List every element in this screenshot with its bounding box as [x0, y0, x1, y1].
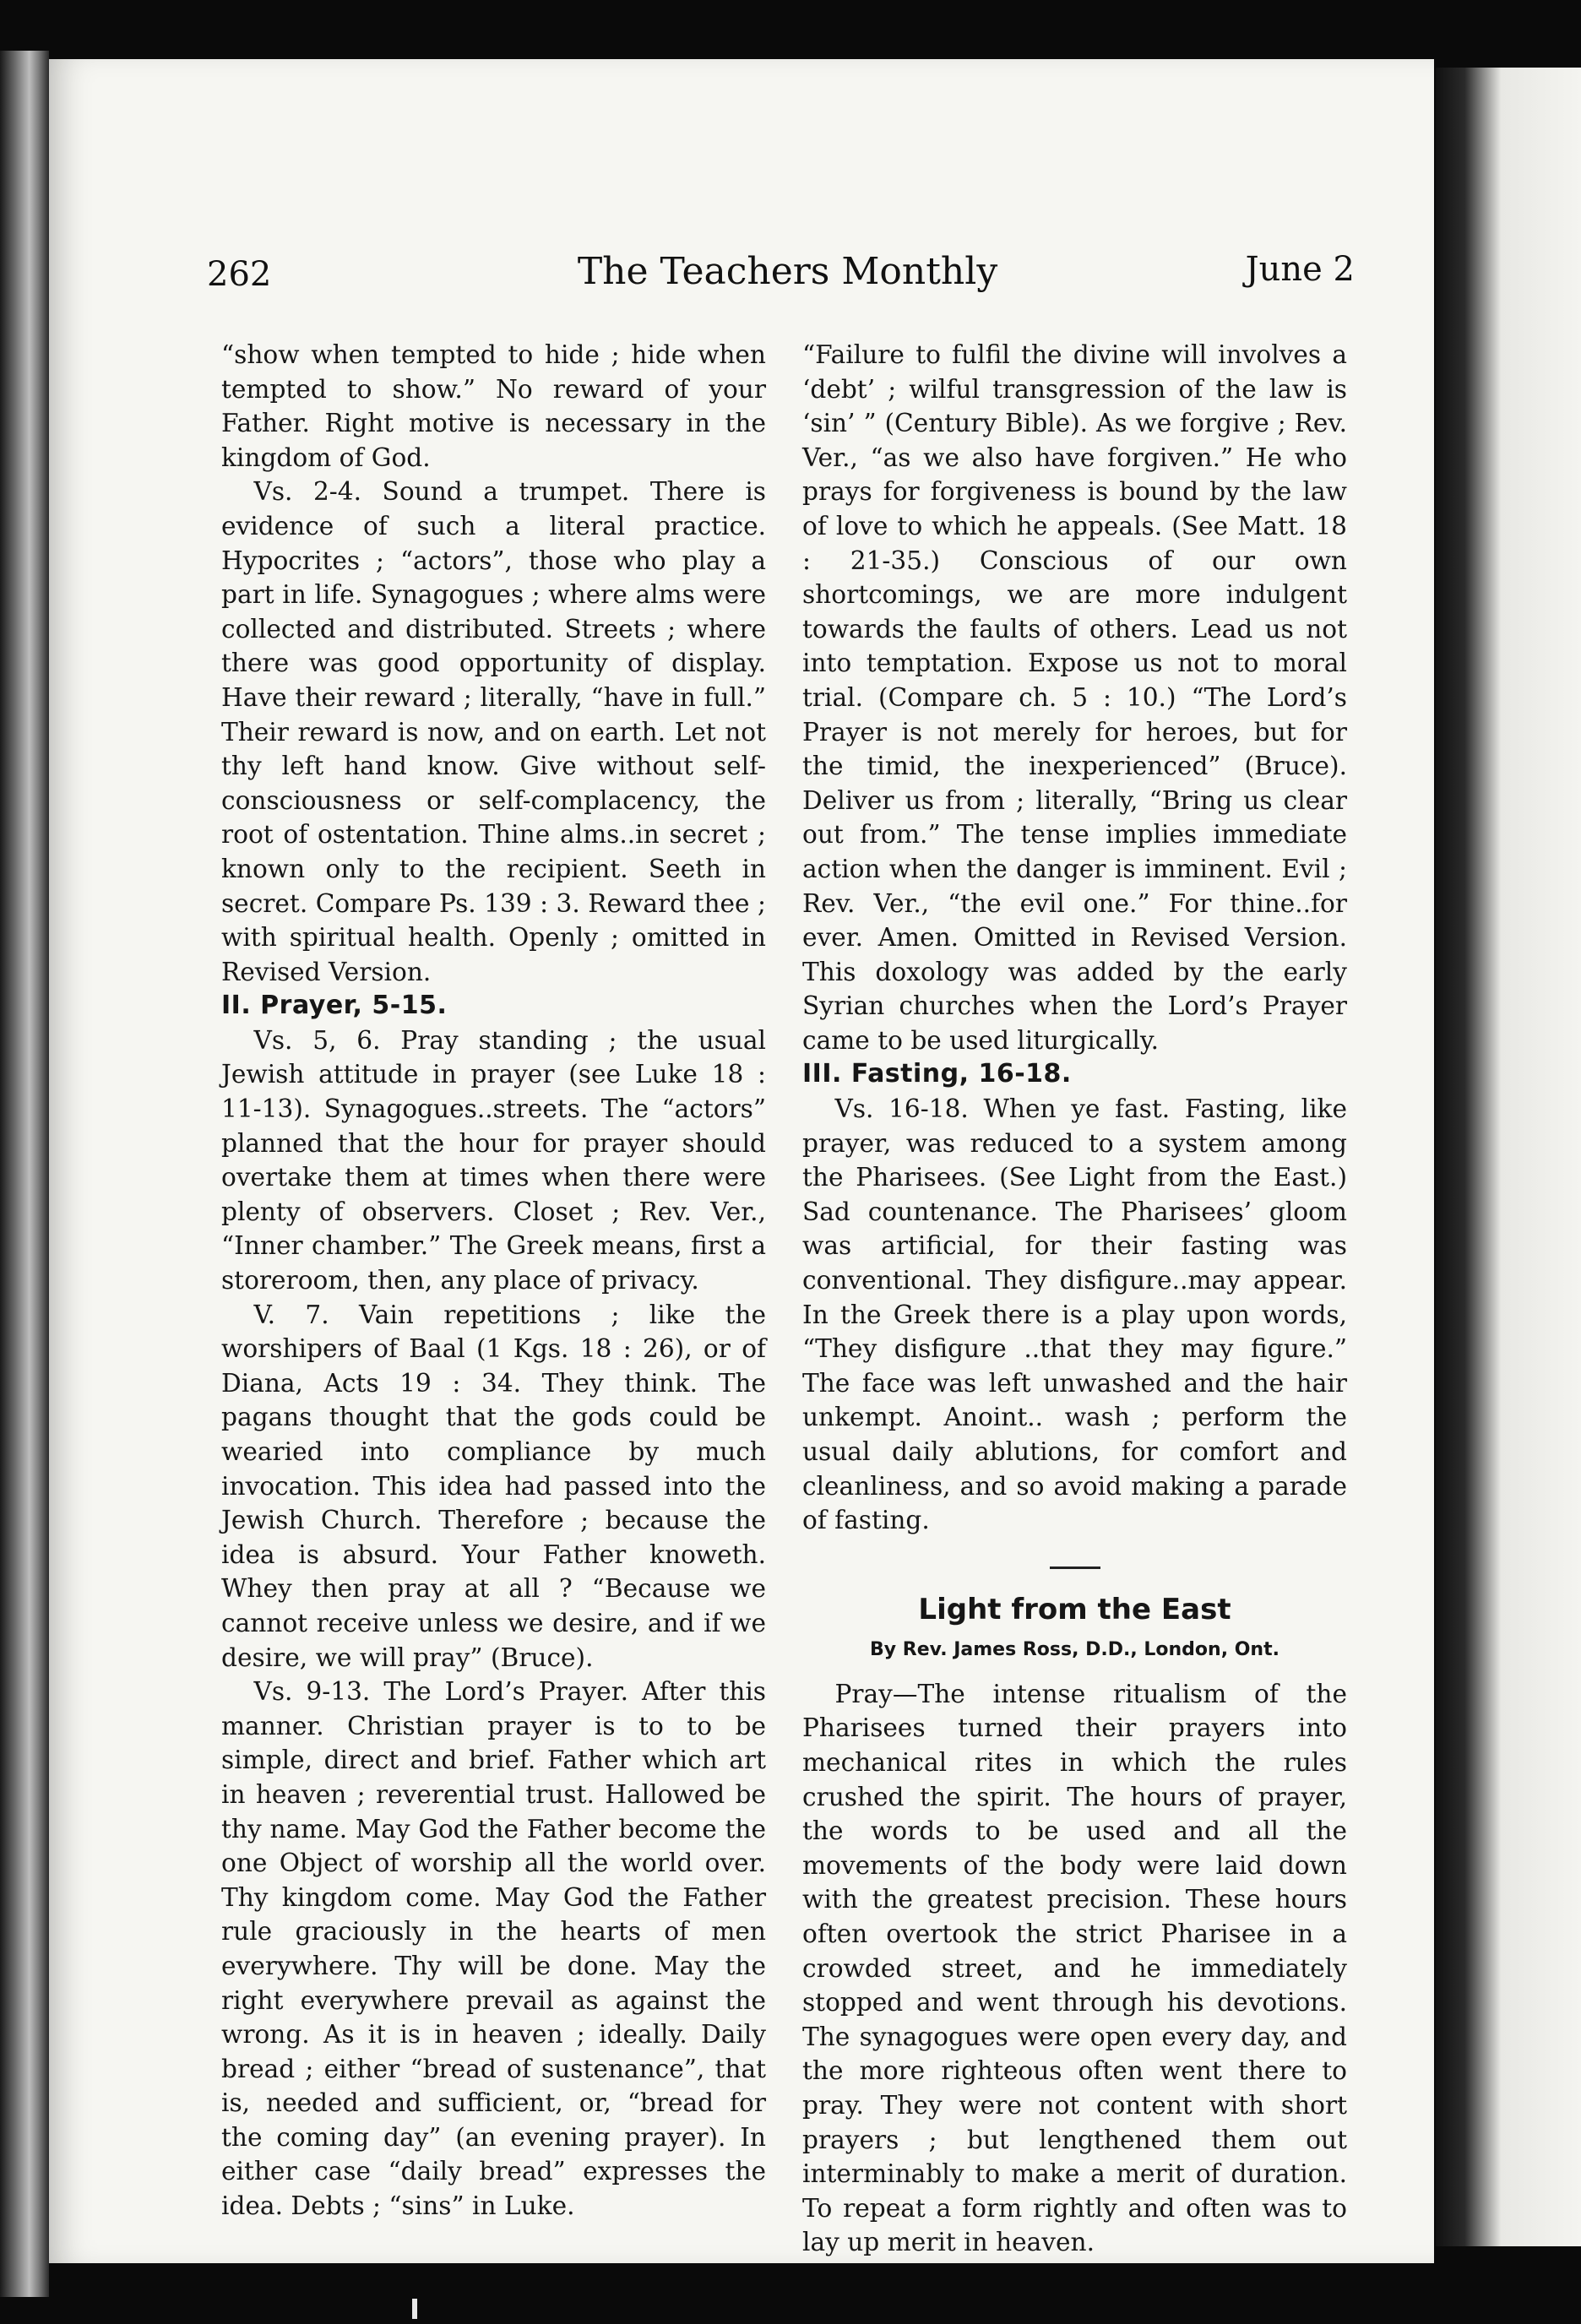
- next-page-edge: [1436, 68, 1581, 2246]
- paragraph: “Failure to fulfil the divine will involves a ‘debt’ ; wilful transgression of the law is ‘sin’ ” (Century Bible). As we forgive ; Rev. Ver., “as we also have forgiven.” He who prays for forgiveness is bound by the law of love to which he appeals. (See Matt. 18 : 21-35.) Conscious of our own shortcomings, we are more indulgent towards the faults of others. Lead us not into temptation. Expose us not to moral trial. (Compare ch. 5 : 10.) “The Lord’s Prayer is not merely for heroes, but for the timid, the inexperienced” (Bruce). Deliver us from ; literally, “Bring us clear out from.” The tense implies immediate action when the danger is imminent. Evil ; Rev. Ver., “the evil one.” For thine..for ever. Amen. Omitted in Revised Version. This doxology was added by the early Syrian churches when the Lord’s Prayer came to be used liturgically.: [802, 340, 1347, 1055]
- section-heading-fasting: III. Fasting, 16-18.: [802, 1059, 1072, 1089]
- paragraph: Vs. 5, 6. Pray standing ; the usual Jewish attitude in prayer (see Luke 18 : 11-13). Synagogues..streets. The “actors” planned that the hour for prayer should overtake them at times when there were plenty of observers. Closet ; Rev. Ver., “Inner chamber.” The Greek means, first a storeroom, then, any place of privacy.: [221, 1025, 766, 1295]
- article-title: Light from the East: [918, 1592, 1231, 1626]
- section-divider: [1050, 1567, 1100, 1569]
- paragraph: Vs. 9-13. The Lord’s Prayer. After this manner. Christian prayer is to to be simple, direct and brief. Father which art in heaven ; reverential trust. Hallowed be thy name. May God the Father become the one Object of worship all the world over. Thy kingdom come. May God the Father rule graciously in the hearts of men everywhere. Thy will be done. May the right everywhere prevail as against the wrong. As it is in heaven ; ideally. Daily bread ; either “bread of sustenance”, that is, needed and sufficient, or, “bread for the coming day” (an evening prayer). In either case “daily bread” expresses the idea. Debts ; “sins” in Luke.: [221, 1677, 766, 2221]
- article-byline: By Rev. James Ross, D.D., London, Ont.: [870, 1638, 1279, 1660]
- paragraph: Vs. 2-4. Sound a trumpet. There is evidence of such a literal practice. Hypocrites ; “actors”, those who play a part in life. Synagogues ; where alms were collected and distributed. Streets ; where there was good opportunity of display. Have their reward ; literally, “have in full.” Their reward is now, and on earth. Let not thy left hand know. Give without self-consciousness or self-complacency, the root of ostentation. Thine alms..in secret ; known only to the recipient. Seeth in secret. Compare Ps. 139 : 3. Reward thee ; with spiritual health. Openly ; omitted in Revised Version.: [221, 477, 766, 986]
- paragraph: Vs. 16-18. When ye fast. Fasting, like prayer, was reduced to a system among the Pharisees. (See Light from the East.) Sad countenance. The Pharisees’ gloom was artificial, for their fasting was conventional. They disfigure..may appear. In the Greek there is a play upon words, “They disfigure ..that they may figure.” The face was left unwashed and the hair unkempt. Anoint.. wash ; perform the usual daily ablutions, for comfort and cleanliness, and so avoid making a parade of fasting.: [802, 1094, 1347, 1535]
- book-binding-left: [0, 51, 49, 2297]
- section-heading-prayer: II. Prayer, 5-15.: [221, 991, 448, 1021]
- paragraph: Pray—The intense ritualism of the Pharisees turned their prayers into mechanical rites in which the rules crushed the spirit. The hours of prayer, the words to be used and all the movements of the body were laid down with the greatest precision. These hours often overtook the strict Pharisee in a crowded street, and he immediately stopped and went through his devotions. The synagogues were open every day, and the more righteous often went there to pray. They were not content with short prayers ; but lengthened them out interminably to make a merit of duration. To repeat a form rightly and often was to lay up merit in heaven.: [802, 1679, 1347, 2257]
- paragraph: V. 7. Vain repetitions ; like the worshipers of Baal (1 Kgs. 18 : 26), or of Diana, Acts 19 : 34. They think. The pagans thought that the gods could be wearied into compliance by much invocation. This idea had passed into the Jewish Church. Therefore ; because the idea is absurd. Your Father knoweth. Whey then pray at all ? “Because we cannot receive unless we desire, and if we desire, we will pray” (Bruce).: [221, 1300, 766, 1672]
- right-column: [802, 338, 1347, 2260]
- page-header: [207, 250, 1368, 309]
- paragraph: “show when tempted to hide ; hide when tempted to show.” No reward of your Father. Right motive is necessary in the kingdom of God.: [221, 340, 766, 472]
- page-number: 262: [207, 255, 272, 294]
- running-title: The Teachers Monthly: [577, 250, 998, 293]
- issue-date: June 2: [1245, 250, 1355, 289]
- scan-artifact: [412, 2299, 417, 2319]
- left-column: [221, 338, 766, 2224]
